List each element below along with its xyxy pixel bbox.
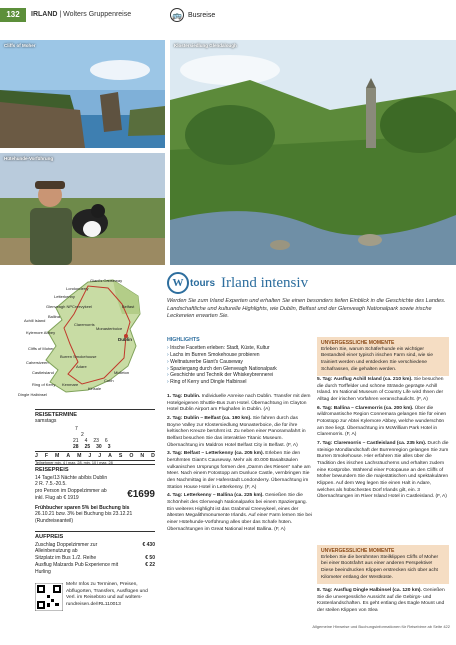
page-number: 132 [0, 8, 26, 22]
highlights-heading: HIGHLIGHTS [167, 337, 200, 343]
map-label-kenmare: Kenmare [62, 382, 79, 387]
cal-val: 3 [107, 444, 111, 450]
more-info: Mehr Infos zu Terminen, Preisen, Abflugorten, Transfers, Ausflügen und Verl. im Reisebüro und auf wolters-rundreisen.de/IRL110013 [66, 582, 148, 607]
highlight-item: › Ring of Kerry und Dingle Halbinsel [167, 379, 313, 386]
day-3 [167, 451, 313, 491]
day-desc: Über die wildromantische Region Connemara gelangen Sie für einen Fotostopp zur Abtei Kylemore Abbey, welche wunderschön am See liegt. Übernachtung im McWilliam Park Hotel in Claremorris. (F, A) [317, 405, 447, 438]
early-bird-3: (Rundreiseanteil) [35, 518, 74, 525]
early-bird-2: 26.10.21 bzw. 3% bei Buchung bis 23.12.21 [35, 511, 133, 518]
day-title: 7. Tag: Claremorris – Castleisland (ca. 235 km). [317, 441, 427, 447]
day-desc: Individuelle Anreise nach Dublin. Transfer mit dem Hotelgeigenen Shuttle-Bus zum Hotel. Übernachtung im Clayton Hotel Dublin Airport am Flughafen in Dublin. (A) [167, 394, 311, 413]
map-label-kinsale: Kinsale [88, 386, 102, 391]
map-label-causeway: Giant's Causeway [90, 278, 123, 283]
caption-farmer: Hütehunde-Vorführung [4, 156, 54, 161]
day-title: 3. Tag: Belfast – Letterkenny (ca. 205 km). [167, 451, 264, 457]
bus-travel-label [170, 8, 215, 22]
day-title: 6. Tag: Ballina – Claremorris (ca. 200 km). [317, 405, 414, 411]
photo-farmer [0, 153, 165, 265]
month: M [55, 453, 60, 459]
month: D [151, 453, 155, 459]
itinerary-right [317, 377, 449, 503]
month: J [35, 453, 38, 459]
surcharge-label: Zuschlag Doppelzimmer zur Alleinbenutzung ab [35, 541, 98, 555]
calendar-months [35, 451, 155, 461]
cal-val: 4 [84, 438, 88, 444]
glendalough-image [170, 40, 456, 265]
day-1 [167, 394, 313, 414]
photo-cliffs [0, 40, 165, 148]
map-label-achill: Achill Island [24, 318, 46, 323]
footer-note: Allgemeine Hinweise und Buchungsinformationen für Reisebirne ab Seite 422 [312, 624, 450, 629]
moment-text: Erleben Sie die berühmten Steilklippen Cliffs of Moher bei einer Bootsfahrt aus einer anderen Perspektive! Diese beeindrucken Klippen erstrecken sich über acht Kilometer entlang der Westküste. [321, 554, 439, 580]
map-label-ring-of-kerry: Ring of Kerry [32, 382, 56, 387]
farmer-image [0, 153, 165, 265]
travel-dates [35, 409, 155, 465]
surcharge-row [35, 562, 155, 576]
day-title: 2. Tag: Dublin – Belfast (ca. 190 km). [167, 416, 252, 422]
month: A [108, 453, 112, 459]
day-desc: Sie besuchen die durch Torffelder und schöne Strände geprägte Achill Island. Im National Museum of Country Life wird Ihnen der Alltag der irischen Vorfahren veranschaulicht. (F, A) [317, 377, 444, 403]
country-label: IRLAND [31, 11, 58, 18]
surcharge-label: Sitzplatz im Bus 1./2. Reihe [35, 555, 97, 562]
day-desc: Genießen Sie die unvergessliche Aussicht auf die Gebirgs- und Küstenlandschaften. Es geht entlang des Eagle Mount und der steilen Klippen von Slea [317, 588, 445, 614]
bus-icon: 🚌 [170, 8, 184, 22]
surcharge-row [35, 555, 155, 562]
day-desc: Durch die steinige Mondlandschaft der Burrenregion gelangen Sie zum Burren Smokehouse. Hier erfahren Sie alles über die Tradition des irischen Lachsräucherns und erhalten zudem eine Kostprobe. Während einer Fotopause an den Cliffs of Moher bewundern Sie die majestätischen und spektakulären Klippen. Auf dem Weg legen Sie einen Halt in Adare, welches als hübschestes Dorf Irlands gilt, ein. 3 Übernachtungen im River Island Hotel in Castleisland. (F, A) [317, 441, 449, 500]
tour-label: Wolters Gruppenreise [63, 11, 132, 18]
day-8 [317, 588, 449, 615]
calendar [35, 426, 155, 465]
highlight-item: › Geschichte und Technik der Whiskeybrennerei [167, 372, 313, 379]
moment-text: Erleben Sie, warum Schäferhunde ein wichtiger Bestandteil einer typisch irischen Farm sind, wie sie trainiert werden und entdecken Sie verschiedene Schafrassen, die gehalten werden. [321, 346, 433, 372]
early-bird: Frühbucher sparen 5% bei Buchung bis [35, 504, 130, 511]
highlight-item: › Irische Facetten erleben: Stadt, Küste, Kultur [167, 345, 313, 352]
highlight-item: › Lachs im Burren Smokehouse probieren [167, 352, 313, 359]
surcharge-section [35, 531, 155, 575]
month: N [140, 453, 145, 459]
map-label-kylemore: Kylemore Abbey [26, 330, 56, 335]
day-desc: Genießen Sie die Schönheit des Glenveagh Nationalparks bei einem Spaziergang. Ein weiteres Highlight ist das Grabmal Creevykeel, eines der ältesten Megalithmonumente Irlands. Auf einer Farm lernen Sie bei einer Hütehunde-Vorführung alles über das Schafe hüten. Übernachtungen im Great National Hotel Ballina. (F, A) [167, 493, 312, 532]
map-label-smokehouse: Burren Smokehouse [60, 354, 97, 359]
surcharge-price: € 22 [145, 561, 155, 568]
photo-glendalough [170, 40, 456, 265]
participants-note: Teilnehmer min. 4 | max. 28, min. 10 | max. 28 [35, 461, 113, 465]
month: A [66, 453, 71, 459]
month: S [118, 453, 123, 459]
month: J [88, 453, 92, 459]
price-value: €1699 [127, 489, 155, 500]
map-label-creevykeel: Creevykeel [72, 304, 93, 309]
highlights [167, 337, 313, 386]
map-label-letterkenny: Letterkenny [54, 294, 75, 299]
day-6 [317, 406, 449, 439]
cal-val: 25 [84, 444, 91, 450]
day-2 [167, 416, 313, 449]
price-line: 2 R. 7.5.-20.5. [35, 481, 67, 488]
price-line: pro Person im Doppelzimmer ab [35, 488, 107, 495]
map-label-midleton: Midleton [114, 370, 130, 375]
price-line: inkl. Flug ab € 1919 [35, 494, 79, 501]
map-label-cliffs: Cliffs of Moher [28, 346, 54, 351]
surcharge-label: Ausflug Malzards Pub Experience mit Hurling [35, 561, 119, 575]
surcharge-price: € 430 [142, 541, 155, 548]
day-title: 4. Tag: Letterkenny – Ballina (ca. 225 km). [167, 493, 264, 499]
travel-dates-sub: samstags [35, 418, 57, 424]
moment-box-2 [317, 545, 449, 584]
map-label-castleisland: Castleisland [32, 370, 54, 375]
map-label-glenveagh: Glenveagh NP [46, 304, 73, 309]
travel-dates-heading: REISETERMINE [35, 409, 155, 418]
tour-title: Irland intensiv [221, 274, 309, 291]
bus-text: Busreise [188, 11, 216, 19]
month: O [129, 453, 134, 459]
surcharge-row [35, 542, 155, 556]
cal-val: 6 [104, 438, 108, 444]
month: J [98, 453, 102, 459]
map-label-adare: Adare [76, 364, 87, 369]
surcharge-price: € 50 [145, 555, 155, 562]
map-label-londonderry: Londonderry [66, 286, 89, 291]
cal-val: 28 [73, 444, 79, 450]
moment-heading: UNVERGESSLICHE MOMENTE [321, 548, 395, 554]
month: M [77, 453, 82, 459]
itinerary-left [167, 394, 313, 535]
page-header: IRLAND | Wolters Gruppenreise [31, 11, 132, 18]
surcharge-heading: AUFPREIS [35, 531, 155, 542]
map-label-dublin: Dublin [118, 337, 132, 342]
day-4 [167, 493, 313, 533]
cal-val: 7 [75, 426, 78, 432]
map-label-cahersiveen: Cahersiveen [26, 360, 49, 365]
qr-code[interactable] [35, 583, 63, 611]
cal-val: 30 [96, 444, 102, 450]
cliffs-image [0, 40, 165, 148]
brand-title [167, 272, 308, 294]
ireland-map [18, 274, 154, 402]
cal-val: 23 [93, 438, 99, 444]
highlight-item: › Spaziergang durch den Glenveagh Nationalpark [167, 366, 313, 373]
day-title: 1. Tag: Dublin. [167, 394, 201, 399]
map-label-belfast: Belfast [122, 304, 135, 309]
map-label-dingle: Dingle Halbinsel [18, 392, 47, 397]
price-section [35, 464, 155, 525]
map-label-monasterboice: Monasterboice [96, 326, 123, 331]
map-label-cobh: Cobh [104, 378, 114, 383]
day-desc: Sie fahren durch das Boyne Valley zur Klostersiedlung Monasterboice, die für ihre keltischen Kreuze berühmt ist. Zu neben einer Panoramafahrt in Belfast besuchen Sie das interaktive Titanic Museum. Übernachtung im Maldron Hotel Belfast City in Belfast. (F, A) [167, 416, 306, 448]
price-line: 14 Tage/13 Nächte ab/bis Dublin [35, 474, 108, 481]
day-5 [317, 377, 449, 404]
itinerary-day-8 [317, 588, 449, 617]
caption-cliffs: Cliffs of Moher [4, 43, 36, 48]
cal-val: 2 [81, 432, 84, 438]
day-title: 5. Tag: Ausflug Achill Island (ca. 210 km). [317, 377, 413, 382]
caption-glendalough: Klostersiedlung Glendalough [174, 43, 237, 48]
map-label-claremorris: Claremorris [74, 322, 95, 327]
wtours-logo-text: tours [190, 277, 215, 289]
qr-graphic [35, 583, 63, 611]
price-heading: REISEPREIS [35, 464, 155, 475]
cal-val: 21 [73, 438, 79, 444]
day-7 [317, 441, 449, 501]
moment-heading: UNVERGESSLICHE MOMENTE [321, 340, 395, 346]
intro-text: Werden Sie zum Irland Experten und erhalten Sie einen besonders tiefen Einblick in die Geschichte des Landes. Landschaftliche und kulturelle Highlights, wie Dublin, Belfast und der Glenveagh Nationalpark sowie irische Leckereien erwarten Sie. [167, 298, 446, 320]
wtours-logo-icon: W [167, 272, 189, 294]
day-desc: Erleben Sie den berühmten Giant's Causeway. Mehr als 40.000 Basaltsäulen vulkanischen Ursprungs formen den „Damm des Riesen" nahe am Meer. Nach einem Fotostopp am Dunluce Castle, vernbringen Sie den Nachmittag in der Hafenstadt Londonderry. Übernachtung im Station House Hotel in Letterkenny. (F, A) [167, 451, 311, 490]
moment-box-1 [317, 337, 449, 376]
highlight-item: › Weltnaturerbe Giant's Causeway [167, 359, 313, 366]
month: F [44, 453, 49, 459]
day-title: 8. Tag: Ausflug Dingle Halbinsel (ca. 120 km). [317, 588, 422, 593]
map-label-ballina: Ballina [48, 314, 61, 319]
